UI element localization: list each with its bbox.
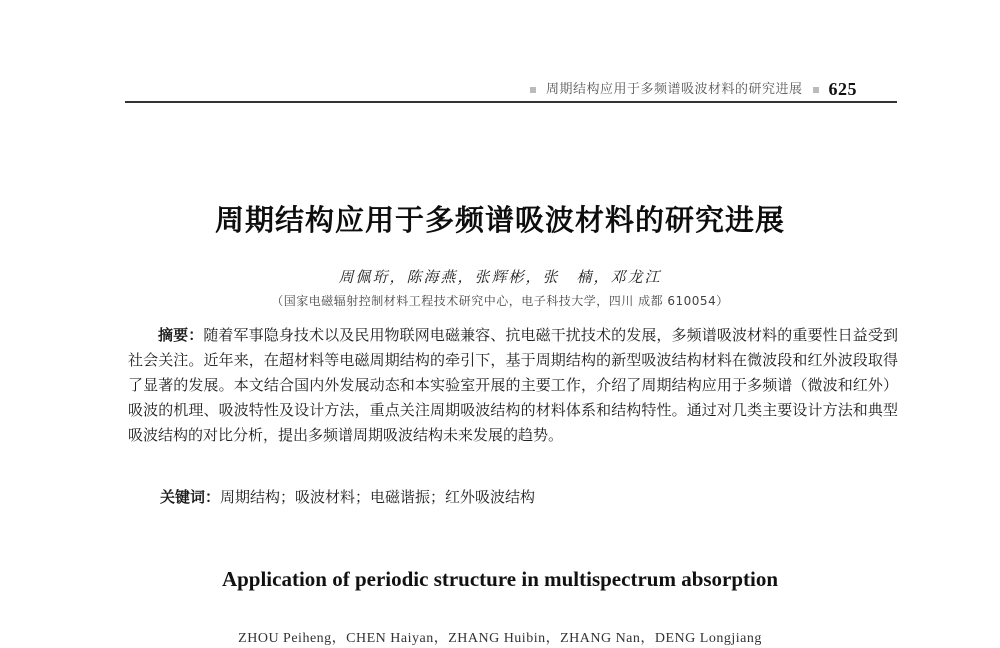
abstract-text: 随着军事隐身技术以及民用物联网电磁兼容、抗电磁干扰技术的发展，多频谱吸波材料的重要性日益受到社会关注。近年来，在超材料等电磁周期结构的牵引下，基于周期结构的新型吸波结构材料在微波段和红外波段取得了显著的发展。本文结合国内外发展动态和本实验室开展的主要工作，介绍了周期结构应用于多频谱（微波和红外）吸波的机理、吸波特性及设计方法，重点关注周期吸波结构的材料体系和结构特性。通过对几类主要设计方法和典型吸波结构的对比分析，提出多频谱周期吸波结构未来发展的趋势。 — [128, 326, 898, 444]
bullet-square-icon — [813, 87, 819, 93]
keywords-text: 周期结构；吸波材料；电磁谐振；红外吸波结构 — [220, 488, 536, 506]
header-rule — [125, 101, 897, 103]
english-title: Application of periodic structure in multispectrum absorption — [221, 567, 779, 591]
bullet-square-icon — [530, 87, 536, 93]
english-author-list: ZHOU Peiheng，CHEN Haiyan，ZHANG Huibin，ZHANG Nan，DENG Longjiang — [238, 631, 762, 646]
author-list: 周佩珩，陈海燕，张辉彬，张 楠，邓龙江 — [338, 268, 662, 286]
keywords — [160, 486, 900, 507]
abstract-label: 摘要： — [158, 326, 204, 344]
running-head-text: 周期结构应用于多频谱吸波材料的研究进展 — [546, 82, 803, 97]
paper-title: 周期结构应用于多频谱吸波材料的研究进展 — [214, 203, 785, 237]
affiliation: （国家电磁辐射控制材料工程技术研究中心，电子科技大学，四川 成都 610054） — [271, 294, 729, 308]
abstract — [128, 323, 898, 448]
keywords-label: 关键词： — [160, 488, 221, 506]
page-number: 625 — [828, 79, 858, 99]
running-head — [520, 78, 900, 100]
